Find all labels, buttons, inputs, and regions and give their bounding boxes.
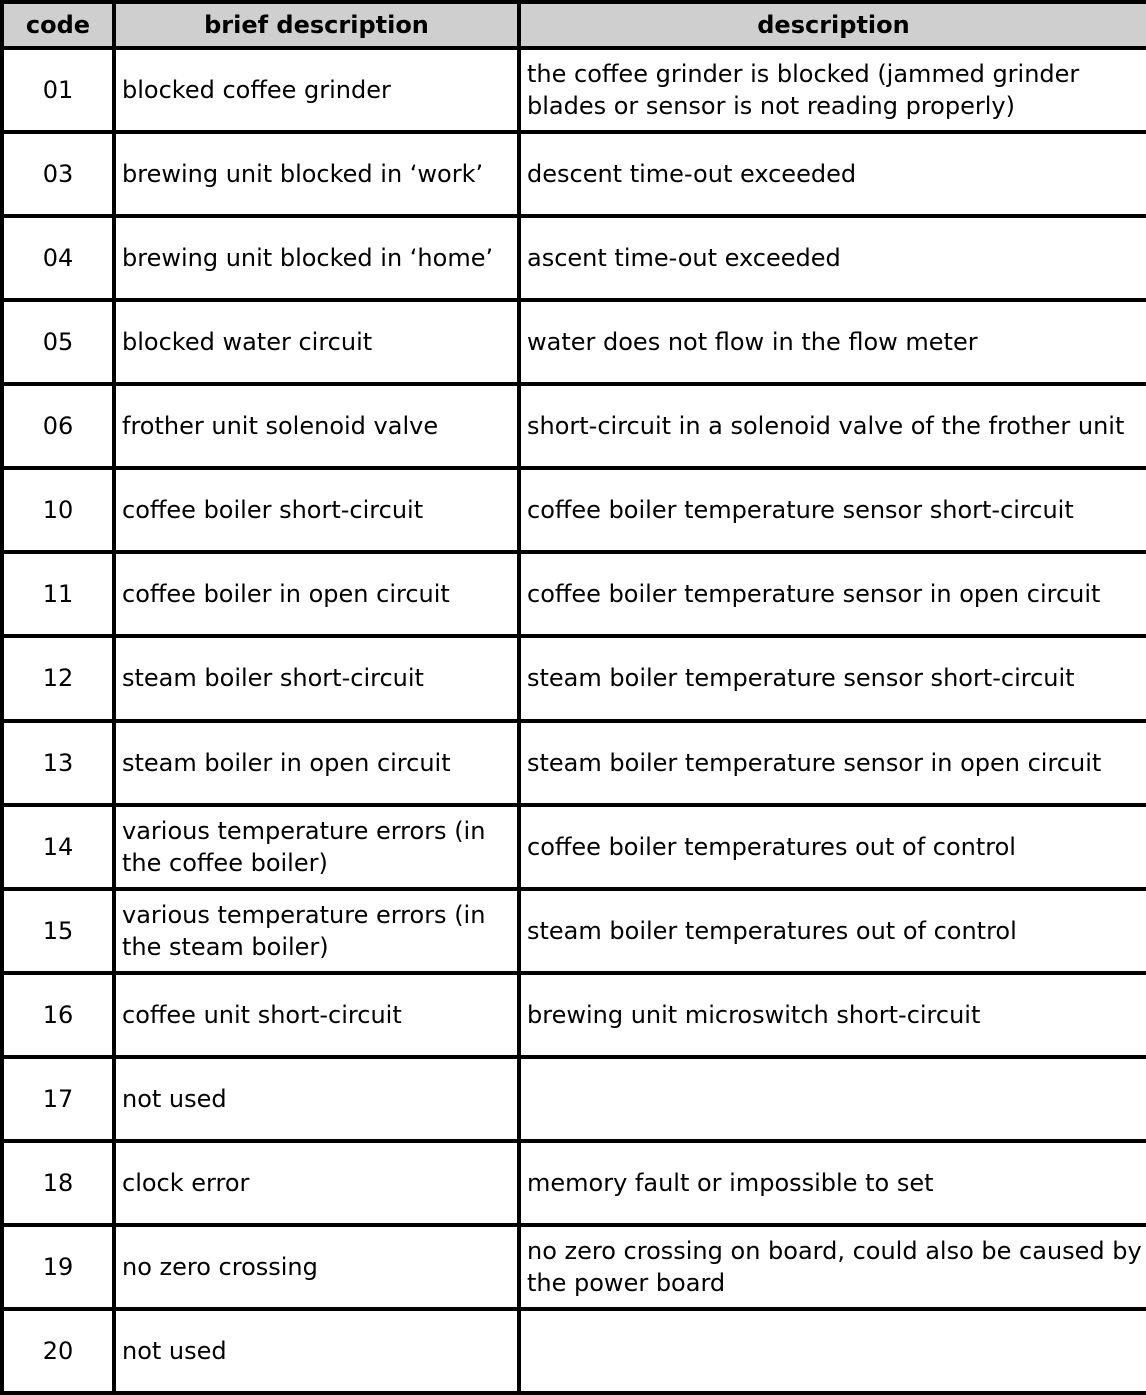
table-row (2, 132, 1146, 216)
cell-code: 12 (2, 636, 114, 720)
cell-description: steam boiler temperatures out of control (519, 889, 1146, 973)
column-header-brief-description: brief description (114, 2, 519, 48)
cell-brief-description: steam boiler short-circuit (114, 636, 519, 720)
cell-code: 03 (2, 132, 114, 216)
cell-description: water does not flow in the flow meter (519, 300, 1146, 384)
cell-description: the coffee grinder is blocked (jammed grinder blades or sensor is not reading properly) (519, 48, 1146, 132)
cell-description (519, 1309, 1146, 1393)
table-row (2, 1225, 1146, 1309)
cell-code: 11 (2, 552, 114, 636)
cell-code: 14 (2, 805, 114, 889)
cell-code: 20 (2, 1309, 114, 1393)
cell-code: 04 (2, 216, 114, 300)
cell-brief-description: frother unit solenoid valve (114, 384, 519, 468)
cell-brief-description: brewing unit blocked in ‘work’ (114, 132, 519, 216)
cell-code: 17 (2, 1057, 114, 1141)
cell-brief-description: coffee unit short-circuit (114, 973, 519, 1057)
table-row (2, 805, 1146, 889)
cell-brief-description: clock error (114, 1141, 519, 1225)
header-row (2, 2, 1146, 48)
cell-brief-description: various temperature errors (in the coffee boiler) (114, 805, 519, 889)
table-row (2, 636, 1146, 720)
cell-description: coffee boiler temperature sensor in open circuit (519, 552, 1146, 636)
cell-code: 19 (2, 1225, 114, 1309)
cell-description: short-circuit in a solenoid valve of the frother unit (519, 384, 1146, 468)
cell-brief-description: steam boiler in open circuit (114, 721, 519, 805)
table-row (2, 721, 1146, 805)
cell-brief-description: various temperature errors (in the steam boiler) (114, 889, 519, 973)
table-row (2, 1057, 1146, 1141)
cell-brief-description: brewing unit blocked in ‘home’ (114, 216, 519, 300)
cell-brief-description: not used (114, 1309, 519, 1393)
cell-description: coffee boiler temperatures out of control (519, 805, 1146, 889)
cell-description: steam boiler temperature sensor in open circuit (519, 721, 1146, 805)
table-row (2, 468, 1146, 552)
cell-description: coffee boiler temperature sensor short-circuit (519, 468, 1146, 552)
table-row (2, 973, 1146, 1057)
cell-brief-description: not used (114, 1057, 519, 1141)
cell-brief-description: coffee boiler in open circuit (114, 552, 519, 636)
table-row (2, 889, 1146, 973)
cell-code: 16 (2, 973, 114, 1057)
cell-brief-description: no zero crossing (114, 1225, 519, 1309)
cell-brief-description: blocked water circuit (114, 300, 519, 384)
table-row (2, 1309, 1146, 1393)
cell-code: 01 (2, 48, 114, 132)
cell-code: 10 (2, 468, 114, 552)
cell-code: 18 (2, 1141, 114, 1225)
table-header (2, 2, 1146, 48)
cell-description: steam boiler temperature sensor short-circuit (519, 636, 1146, 720)
cell-description: no zero crossing on board, could also be caused by the power board (519, 1225, 1146, 1309)
cell-code: 15 (2, 889, 114, 973)
table-row (2, 1141, 1146, 1225)
cell-brief-description: blocked coffee grinder (114, 48, 519, 132)
cell-description (519, 1057, 1146, 1141)
cell-brief-description: coffee boiler short-circuit (114, 468, 519, 552)
table-row (2, 384, 1146, 468)
table-row (2, 552, 1146, 636)
column-header-description: description (519, 2, 1146, 48)
cell-description: memory fault or impossible to set (519, 1141, 1146, 1225)
cell-code: 06 (2, 384, 114, 468)
table-row (2, 216, 1146, 300)
table-row (2, 300, 1146, 384)
column-header-code: code (2, 2, 114, 48)
table-row (2, 48, 1146, 132)
table-body (2, 48, 1146, 1393)
cell-code: 05 (2, 300, 114, 384)
cell-description: descent time-out exceeded (519, 132, 1146, 216)
cell-code: 13 (2, 721, 114, 805)
cell-description: ascent time-out exceeded (519, 216, 1146, 300)
cell-description: brewing unit microswitch short-circuit (519, 973, 1146, 1057)
